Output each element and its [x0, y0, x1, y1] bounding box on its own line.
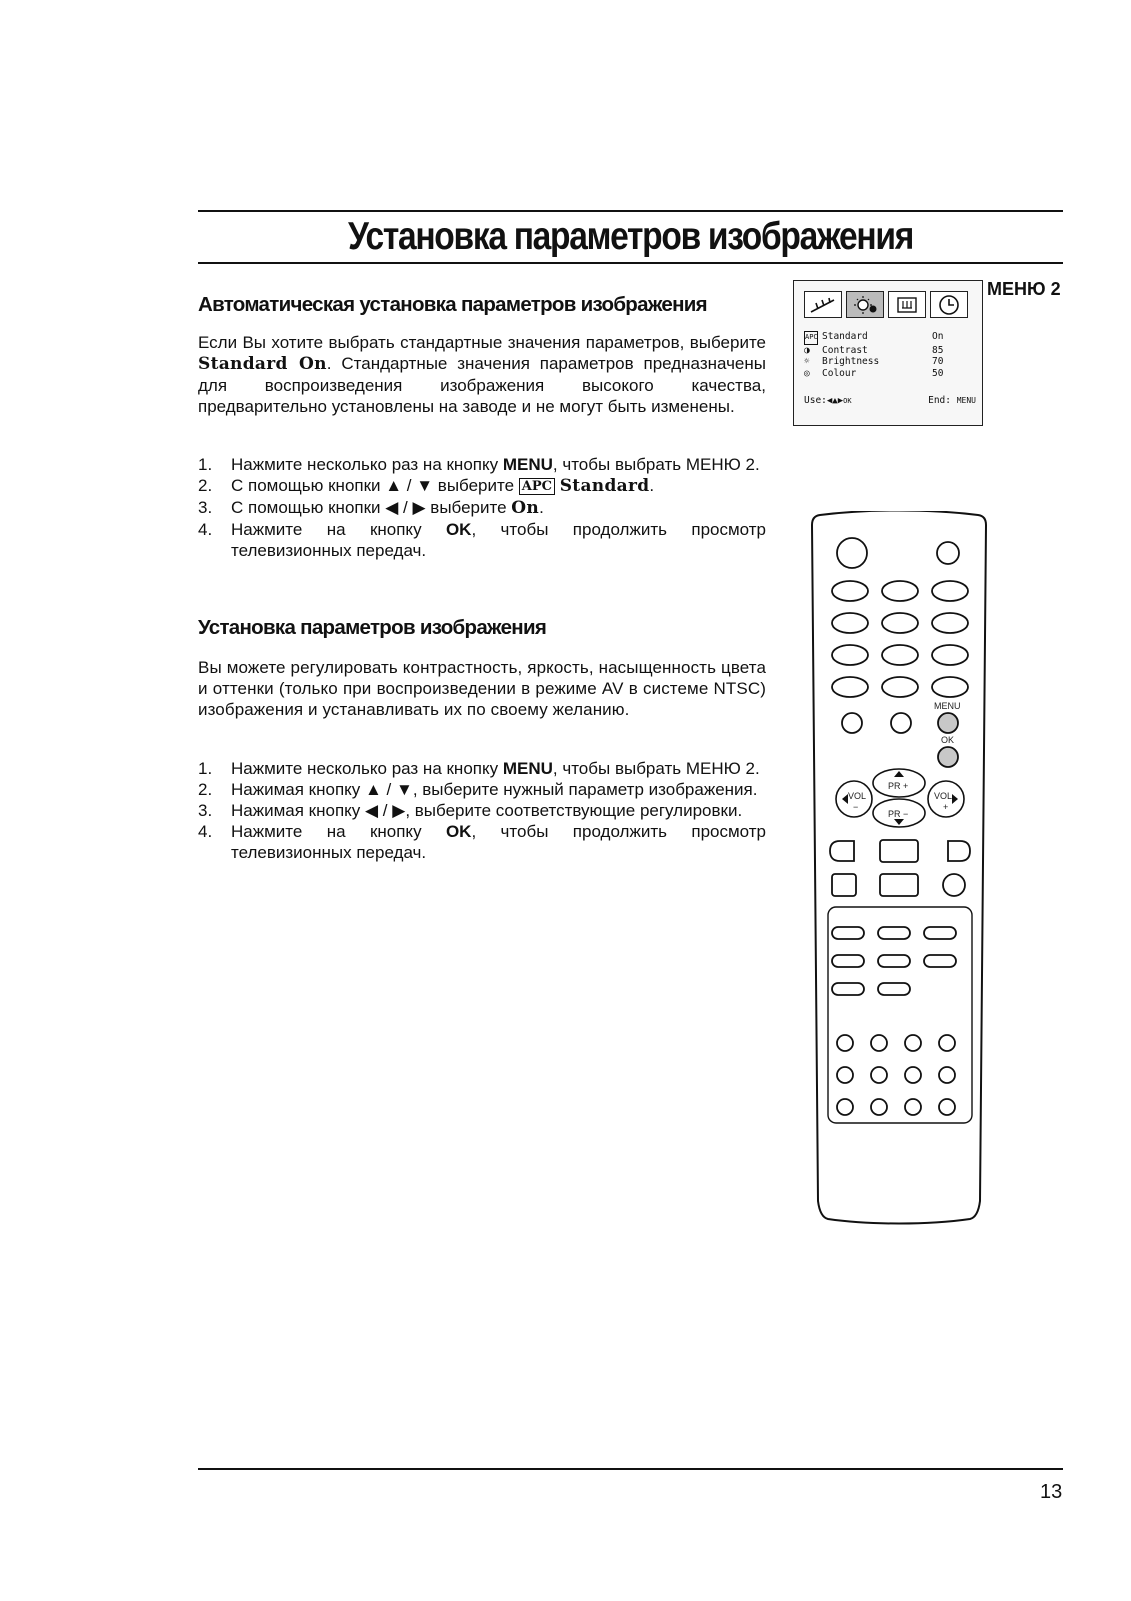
digit-button[interactable]	[871, 1099, 887, 1115]
remote-button[interactable]	[882, 581, 918, 601]
remote-button[interactable]	[878, 983, 910, 995]
section1-title: Автоматическая установка параметров изображения	[198, 293, 707, 316]
section1-paragraph: Если Вы хотите выбрать стандартные значения параметров, выберите Standard On. Стандартные значения параметров предназначены для воспроизведения изображения высокого качества, предварительно установлены на заводе и не могут быть изменены.	[198, 333, 766, 416]
remote-button[interactable]	[832, 645, 868, 665]
osd-row-colour: ◎ Colour 50	[804, 367, 944, 379]
ok-button[interactable]	[938, 747, 958, 767]
top-rule	[198, 210, 1063, 212]
remote-button[interactable]	[830, 841, 854, 861]
list-item: 3. С помощью кнопки ◀ / ▶ выберите On.	[198, 498, 544, 518]
remote-button[interactable]	[832, 613, 868, 633]
osd-menu	[793, 280, 983, 426]
digit-button[interactable]	[905, 1099, 921, 1115]
remote-button[interactable]	[882, 677, 918, 697]
remote-button[interactable]	[832, 983, 864, 995]
remote-button[interactable]	[924, 955, 956, 967]
brightness-icon: ☼	[804, 356, 810, 367]
pr-minus-label: PR −	[888, 809, 909, 819]
vol-minus-label: VOL	[848, 791, 867, 801]
remote-button[interactable]	[948, 841, 970, 861]
pr-plus-label: PR +	[888, 781, 909, 791]
vol-minus-sign: −	[853, 802, 859, 812]
sound-icon	[888, 291, 926, 318]
digit-button[interactable]	[837, 1067, 853, 1083]
remote-button[interactable]	[832, 955, 864, 967]
apc-icon: APC	[519, 478, 555, 495]
osd-row-contrast: ◑ Contrast 85	[804, 344, 944, 356]
apc-icon: APC	[804, 331, 818, 345]
remote-button[interactable]	[882, 613, 918, 633]
page-title: Установка параметров изображения	[348, 215, 913, 258]
list-item: 4. Нажмите на кнопку OK, чтобы продолжить просмотр телевизионных передач.	[198, 822, 766, 862]
vol-plus-sign: +	[943, 802, 949, 812]
remote-button[interactable]	[832, 581, 868, 601]
remote-button[interactable]	[943, 874, 965, 896]
digit-button[interactable]	[905, 1035, 921, 1051]
bottom-rule	[198, 1468, 1063, 1470]
section2-title: Установка параметров изображения	[198, 616, 547, 639]
remote-button[interactable]	[880, 840, 918, 862]
clock-icon	[930, 291, 968, 318]
digit-button[interactable]	[837, 1035, 853, 1051]
remote-button[interactable]	[932, 613, 968, 633]
remote-button[interactable]	[878, 927, 910, 939]
mute-button[interactable]	[937, 542, 959, 564]
ok-button-label: OK	[941, 735, 955, 745]
menu-2-label: МЕНЮ 2	[987, 279, 1061, 299]
section2-paragraph: Вы можете регулировать контрастность, яркость, насыщенность цвета и оттенки (только при воспроизведении в режиме AV в системе NTSC) изображения и устанавливать их по своему желанию.	[198, 658, 766, 719]
list-item: 2. Нажимая кнопку ▲ / ▼, выберите нужный параметр изображения.	[198, 780, 758, 799]
menu-button-label: MENU	[934, 701, 961, 711]
osd-rows	[804, 331, 943, 379]
remote-button[interactable]	[832, 874, 856, 896]
remote-button[interactable]	[891, 713, 911, 733]
menu-button[interactable]	[938, 713, 958, 733]
remote-control	[808, 511, 990, 1247]
remote-button[interactable]	[932, 645, 968, 665]
digit-button[interactable]	[939, 1067, 955, 1083]
digit-button[interactable]	[905, 1067, 921, 1083]
digit-button[interactable]	[837, 1099, 853, 1115]
osd-footer: Use:◀▲▶OK End: MENU	[804, 395, 976, 406]
remote-button[interactable]	[832, 677, 868, 697]
list-item: 3. Нажимая кнопку ◀ / ▶, выберите соответствующие регулировки.	[198, 801, 743, 820]
digit-button[interactable]	[871, 1067, 887, 1083]
osd-row-brightness: ☼ Brightness 70	[804, 356, 944, 367]
vol-plus-label: VOL	[934, 791, 953, 801]
section2-steps	[198, 758, 766, 863]
remote-button[interactable]	[880, 874, 918, 896]
remote-button[interactable]	[932, 581, 968, 601]
list-item: 1. Нажмите несколько раз на кнопку MENU, чтобы выбрать МЕНЮ 2.	[198, 759, 760, 778]
colour-icon: ◎	[804, 367, 810, 379]
osd-row-standard: APC Standard On	[804, 331, 943, 345]
remote-button[interactable]	[842, 713, 862, 733]
remote-button[interactable]	[832, 927, 864, 939]
list-item: 4. Нажмите на кнопку OK, чтобы продолжить просмотр телевизионных передач.	[198, 520, 766, 560]
digit-button[interactable]	[939, 1035, 955, 1051]
picture-icon	[846, 291, 884, 318]
list-item: 2. С помощью кнопки ▲ / ▼ выберите APC Standard.	[198, 476, 655, 496]
title-rule	[198, 262, 1063, 264]
page-number: 13	[1040, 1481, 1063, 1503]
remote-button[interactable]	[878, 955, 910, 967]
arrows-icon: ◀▲▶	[826, 396, 844, 406]
digit-button[interactable]	[871, 1035, 887, 1051]
digit-button[interactable]	[939, 1099, 955, 1115]
power-button[interactable]	[837, 538, 867, 568]
section1-steps	[198, 454, 766, 561]
antenna-icon	[804, 291, 842, 318]
remote-button[interactable]	[882, 645, 918, 665]
remote-button[interactable]	[924, 927, 956, 939]
remote-button[interactable]	[932, 677, 968, 697]
list-item: 1. Нажмите несколько раз на кнопку MENU, чтобы выбрать МЕНЮ 2.	[198, 455, 760, 474]
contrast-icon: ◑	[804, 344, 810, 356]
